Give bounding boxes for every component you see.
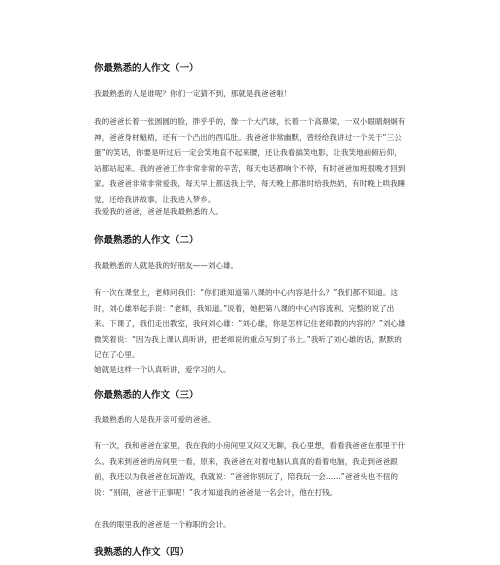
section-3-title: 你最熟悉的人作文（三） — [94, 390, 199, 401]
section-3-paragraph: 我最熟悉的人是我开亲可爱的爸爸。 — [94, 415, 216, 424]
section-3-paragraph: 在我的眼里我的爸爸是一个称职的会计。 — [94, 520, 231, 529]
section-2-paragraph: 她就是这样一个认真听讲，爱学习的人。 — [94, 365, 231, 374]
section-1-paragraph: 我最熟悉的人是谁呢？你们一定猜不到，那就是我爸爸啦！ — [94, 89, 292, 98]
section-1-paragraph: 我爱我的爸爸，爸爸是我最熟悉的人。 — [94, 207, 224, 216]
section-1-title: 你最熟悉的人作文（一） — [94, 63, 199, 74]
section-3-paragraph: 有一次，我和爸爸在家里，我在我的小房间里又闷又无聊，我心里想，看看我爸爸在那里干什么。我来到爸爸的房间里一看，原来，我爸爸在对着电脑认真真的看着电脑，我走到爸爸跟前，我还以为我爸爸在玩游戏，我就说：“爸爸你别玩了，陪我玩一会……”爸爸头也不扭的说：“别闹，爸爸干正事呢！”我才知道我的爸爸是一名会计，他在打钱。 — [94, 441, 406, 497]
section-2-title: 你最熟悉的人作文（二） — [94, 235, 199, 246]
section-2-paragraph: 有一次在课堂上，老师问我们：“你们谁知道第八课的中心内容是什么？”我们都不知道。这时，刘心雄举起手说：“老师，我知道。”说着，她把第八课的中心内容流利、完整的说了出来。下课了，我们走出教室，我问刘心雄：“刘心雄，你是怎样记住老师教的内容的？”刘心雄微笑着说：“因为我上课认真听讲，把老师说的重点写到了书上。”我听了刘心雄的话，默默的记在了心里。 — [94, 288, 406, 360]
section-2-paragraph: 我最熟悉的人就是我的好朋友——刘心雄。 — [94, 261, 239, 270]
section-1-paragraph: 我的爸爸长着一张圆圆的脸，胖乎乎的，像一个大汽球，长着一个高鼻梁，一双小眼睛炯炯有神，爸爸身材魁梧，还有一个凸出的西瓜肚。我爸爸非常幽默，曾经给我讲过一个关于“三公蛋”的笑话，你要是听过后一定会笑地直不起来腰，还让我看搞笑电影，让我笑地前俯后仰，站都站起来。我的爸爸工作非常非常的辛苦，每天电话都响个不停，有时爸爸加班很晚才回到家。我爸爸非常非常爱我，每天早上都送我上学，每天晚上都准时给我热奶，有时晚上哄我睡觉，还给我讲故事，让我进入梦乡。 — [94, 117, 406, 204]
section-4-title: 我熟悉的人作文（四） — [94, 547, 190, 558]
